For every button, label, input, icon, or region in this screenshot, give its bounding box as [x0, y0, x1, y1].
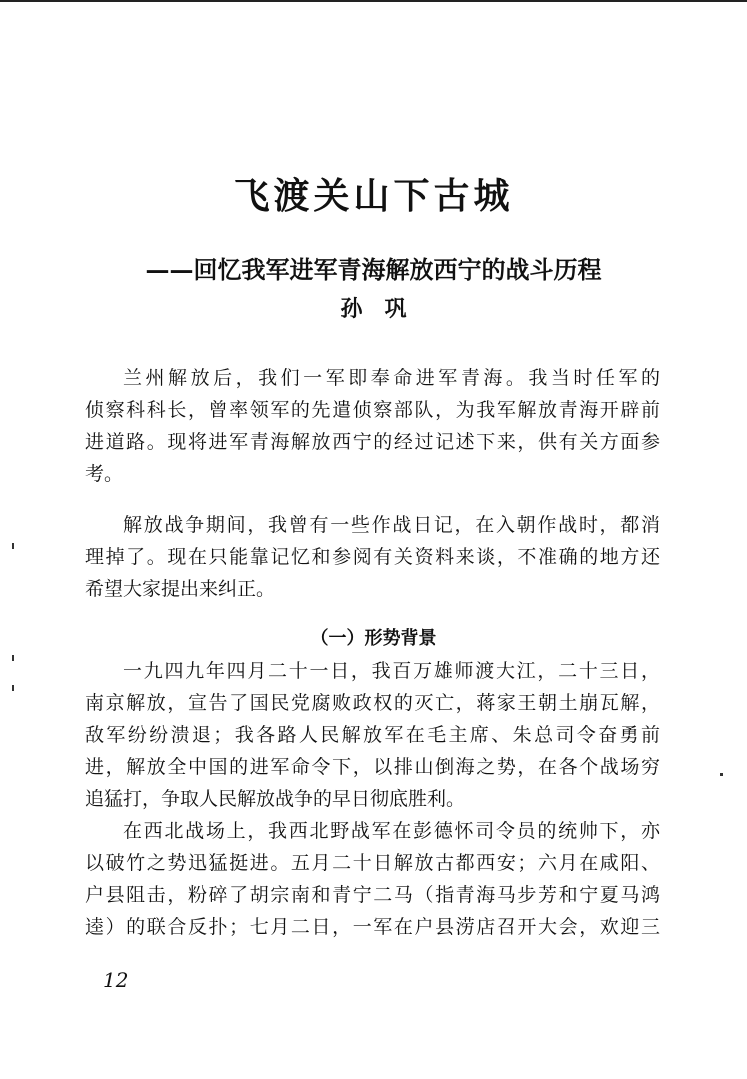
text-line: 追猛打，争取人民解放战争的早日彻底胜利。 [85, 788, 466, 810]
text-line: 理掉了。现在只能靠记忆和参阅有关资料来谈，不准确的地方还 [85, 546, 660, 568]
author-name: 孙 巩 [340, 296, 407, 322]
section-heading: （一）形势背景 [310, 628, 437, 649]
text-line: 希望大家提出来纠正。 [85, 578, 276, 600]
text-line: 在西北战场上，我西北野战军在彭德怀司令员的统帅下，亦 [123, 820, 660, 842]
text-line: 逵）的联合反扑；七月二日，一军在户县涝店召开大会，欢迎三 [85, 916, 660, 938]
scan-speck [12, 655, 14, 661]
text-line: 进，解放全中国的进军命令下，以排山倒海之势，在各个战场穷 [85, 756, 660, 778]
text-line: 以破竹之势迅猛挺进。五月二十日解放古都西安；六月在咸阳、 [85, 852, 660, 874]
article-title: 飞渡关山下古城 [233, 175, 514, 217]
page-top-border [0, 0, 747, 2]
scan-speck [12, 685, 14, 691]
scan-speck [12, 543, 14, 549]
text-line: 南京解放，宣告了国民党腐败政权的灭亡，蒋家王朝土崩瓦解， [85, 692, 660, 714]
text-line: 解放战争期间，我曾有一些作战日记，在入朝作战时，都消 [123, 514, 660, 536]
text-line: 户县阻击，粉碎了胡宗南和青宁二马（指青海马步芳和宁夏马鸿 [85, 884, 660, 906]
text-line: 侦察科科长，曾率领军的先遣侦察部队，为我军解放青海开辟前 [85, 399, 660, 421]
text-line: 进道路。现将进军青海解放西宁的经过记述下来，供有关方面参 [85, 431, 660, 453]
scan-speck [720, 773, 723, 776]
text-line: 考。 [85, 463, 124, 485]
text-line: 兰州解放后，我们一军即奉命进军青海。我当时任军的 [123, 367, 660, 389]
text-line: 一九四九年四月二十一日，我百万雄师渡大江，二十三日， [123, 660, 660, 682]
text-line: 敌军纷纷溃退；我各路人民解放军在毛主席、朱总司令奋勇前 [85, 724, 660, 746]
page-number: 12 [103, 968, 129, 992]
article-subtitle: ——回忆我军进军青海解放西宁的战斗历程 [145, 255, 602, 284]
